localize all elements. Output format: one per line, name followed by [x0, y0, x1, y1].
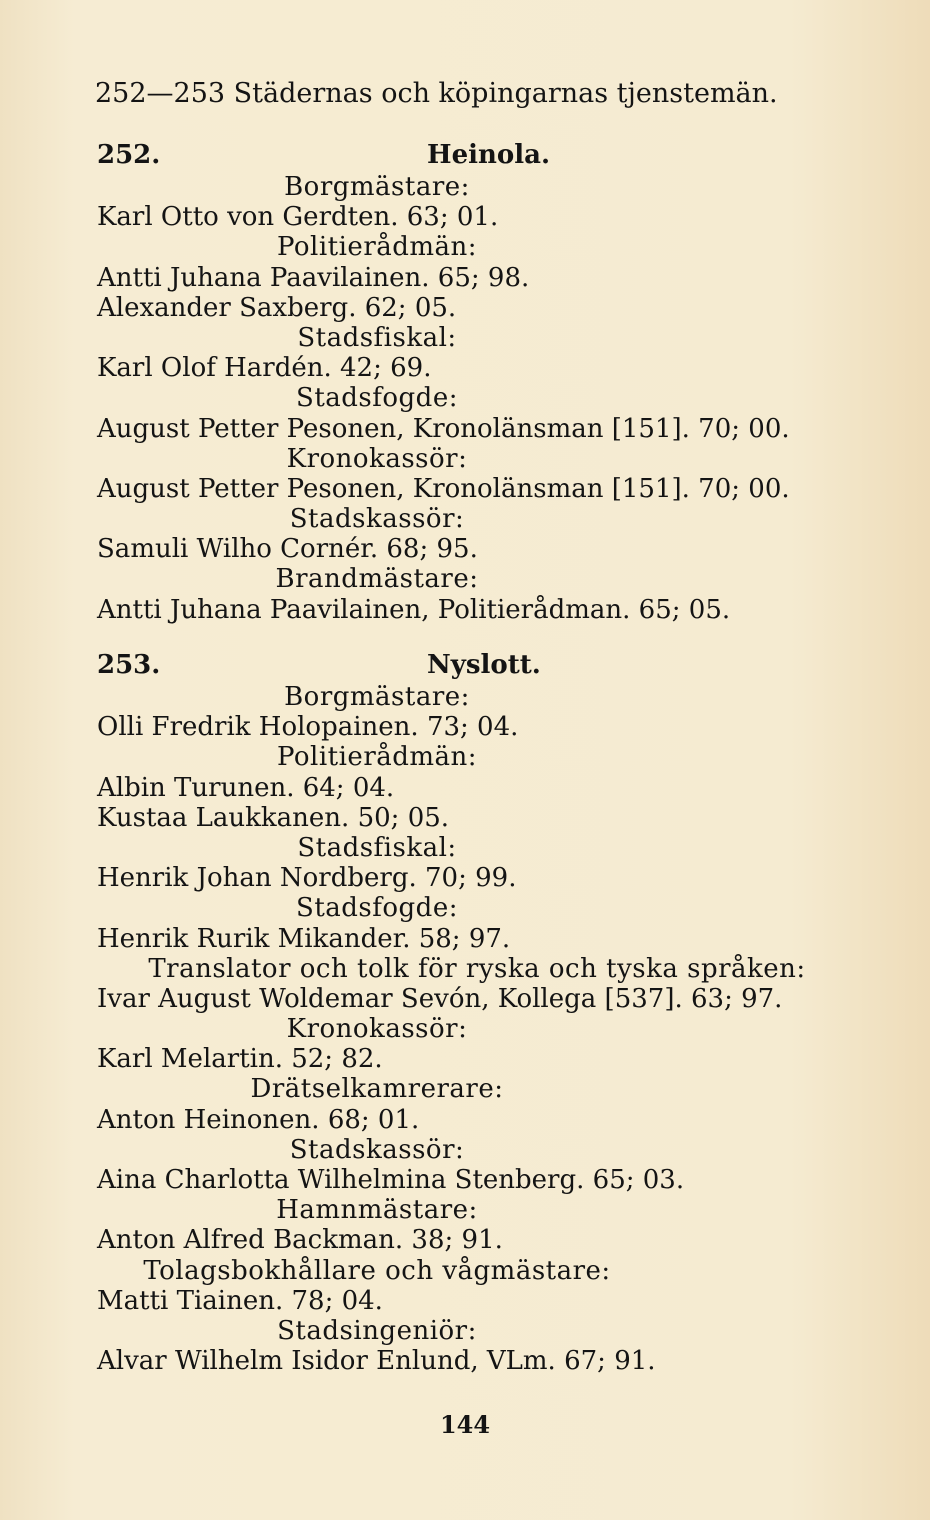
- official-entry: Anton Heinonen. 68; 01.: [97, 1104, 420, 1135]
- office-title: Stadskassör:: [289, 504, 465, 535]
- official-entry: Aina Charlotta Wilhelmina Stenberg. 65; 03.: [97, 1165, 685, 1195]
- section-number: 252.: [97, 140, 161, 170]
- office-title: Tolagsbokhållare och vågmästare:: [143, 1255, 611, 1286]
- section-town: Nyslott.: [427, 650, 541, 680]
- official-entry: Alvar Wilhelm Isidor Enlund, VLm. 67; 91.: [97, 1346, 656, 1377]
- section-lines: [97, 172, 857, 625]
- official-entry: Karl Olof Hardén. 42; 69.: [97, 353, 432, 384]
- official-entry: Kustaa Laukkanen. 50; 05.: [97, 802, 450, 833]
- official-entry: Karl Melartin. 52; 82.: [97, 1044, 383, 1075]
- section-heading: [97, 138, 857, 172]
- office-title: Kronokassör:: [286, 1014, 468, 1045]
- official-entry: Alexander Saxberg. 62; 05.: [97, 292, 457, 323]
- office-title: Stadsfiskal:: [297, 322, 457, 353]
- official-entry: Matti Tiainen. 78; 04.: [97, 1285, 383, 1316]
- section-lines: [97, 682, 857, 1376]
- office-title: Politierådmän:: [276, 742, 478, 773]
- section-heinola: [97, 138, 857, 625]
- office-title: Stadsingeniör:: [277, 1315, 477, 1346]
- office-title: Drätselkamrerare:: [250, 1074, 504, 1105]
- office-title: Stadsfogde:: [296, 383, 458, 414]
- section-town: Heinola.: [427, 140, 551, 170]
- section-number: 253.: [97, 650, 161, 680]
- official-entry: Anton Alfred Backman. 38; 91.: [97, 1225, 503, 1256]
- office-title: Borgmästare:: [284, 172, 470, 202]
- official-entry: Samuli Wilho Cornér. 68; 95.: [97, 534, 478, 565]
- office-title: Translator och tolk för ryska och tyska språken:: [148, 953, 806, 984]
- official-entry: Antti Juhana Paavilainen, Politierådman. 65; 05.: [97, 594, 731, 625]
- section-nyslott: [97, 648, 857, 1376]
- section-heading: [97, 648, 857, 682]
- official-entry: August Petter Pesonen, Kronolänsman [151]. 70; 00.: [97, 413, 790, 444]
- official-entry: Henrik Johan Nordberg. 70; 99.: [97, 863, 517, 894]
- office-title: Kronokassör:: [286, 443, 468, 474]
- office-title: Stadskassör:: [289, 1134, 465, 1165]
- official-entry: Albin Turunen. 64; 04.: [97, 772, 395, 803]
- office-title: Brandmästare:: [275, 564, 479, 595]
- office-title: Politierådmän:: [276, 232, 478, 263]
- office-title: Stadsfogde:: [296, 893, 458, 924]
- official-entry: August Petter Pesonen, Kronolänsman [151]. 70; 00.: [97, 473, 790, 504]
- office-title: Stadsfiskal:: [297, 832, 457, 863]
- official-entry: Antti Juhana Paavilainen. 65; 98.: [97, 262, 530, 293]
- page-number: 144: [439, 1410, 491, 1439]
- office-title: Borgmästare:: [284, 682, 470, 712]
- official-entry: Henrik Rurik Mikander. 58; 97.: [97, 923, 511, 954]
- official-entry: Ivar August Woldemar Sevón, Kollega [537]. 63; 97.: [97, 983, 783, 1014]
- running-header: 252—253 Städernas och köpingarnas tjenstemän.: [95, 78, 778, 109]
- official-entry: Karl Otto von Gerdten. 63; 01.: [97, 202, 499, 233]
- office-title: Hamnmästare:: [276, 1195, 478, 1226]
- official-entry: Olli Fredrik Holopainen. 73; 04.: [97, 712, 519, 743]
